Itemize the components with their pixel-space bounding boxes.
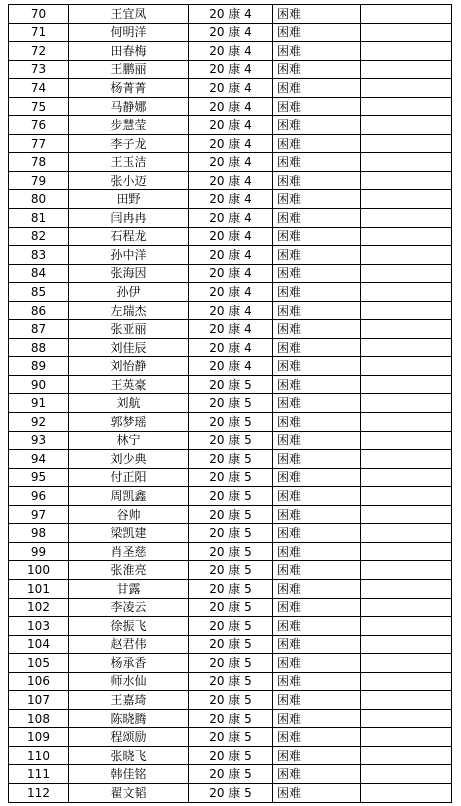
table-row — [9, 23, 452, 42]
row-number-cell: 88 — [9, 338, 69, 357]
status-cell: 困难 — [273, 23, 361, 42]
class-cell: 20 康 5 — [189, 375, 273, 394]
row-number-cell: 84 — [9, 264, 69, 283]
class-cell: 20 康 5 — [189, 783, 273, 802]
empty-cell — [361, 190, 452, 209]
row-number-cell: 71 — [9, 23, 69, 42]
student-name-cell: 梁凯建 — [69, 524, 189, 543]
class-cell: 20 康 5 — [189, 598, 273, 617]
student-name-cell: 徐振飞 — [69, 617, 189, 636]
empty-cell — [361, 635, 452, 654]
row-number-cell: 95 — [9, 468, 69, 487]
empty-cell — [361, 227, 452, 246]
empty-cell — [361, 171, 452, 190]
row-number-cell: 93 — [9, 431, 69, 450]
status-cell: 困难 — [273, 728, 361, 747]
student-name-cell: 王鹏丽 — [69, 60, 189, 79]
class-cell: 20 康 4 — [189, 301, 273, 320]
student-name-cell: 孙伊 — [69, 283, 189, 302]
empty-cell — [361, 505, 452, 524]
table-body — [9, 5, 452, 803]
row-number-cell: 85 — [9, 283, 69, 302]
class-cell: 20 康 5 — [189, 505, 273, 524]
table-row — [9, 264, 452, 283]
table-row — [9, 301, 452, 320]
class-cell: 20 康 4 — [189, 134, 273, 153]
row-number-cell: 81 — [9, 209, 69, 228]
table-row — [9, 709, 452, 728]
status-cell: 困难 — [273, 431, 361, 450]
empty-cell — [361, 301, 452, 320]
student-name-cell: 陈晓腾 — [69, 709, 189, 728]
row-number-cell: 100 — [9, 561, 69, 580]
status-cell: 困难 — [273, 394, 361, 413]
class-cell: 20 康 5 — [189, 487, 273, 506]
student-name-cell: 刘怡静 — [69, 357, 189, 376]
status-cell: 困难 — [273, 654, 361, 673]
row-number-cell: 73 — [9, 60, 69, 79]
table-row — [9, 320, 452, 339]
student-name-cell: 田野 — [69, 190, 189, 209]
student-name-cell: 刘航 — [69, 394, 189, 413]
status-cell: 困难 — [273, 283, 361, 302]
row-number-cell: 79 — [9, 171, 69, 190]
status-cell: 困难 — [273, 209, 361, 228]
status-cell: 困难 — [273, 301, 361, 320]
student-table — [8, 4, 452, 803]
row-number-cell: 98 — [9, 524, 69, 543]
status-cell: 困难 — [273, 171, 361, 190]
row-number-cell: 92 — [9, 413, 69, 432]
class-cell: 20 康 4 — [189, 42, 273, 61]
class-cell: 20 康 5 — [189, 672, 273, 691]
class-cell: 20 康 5 — [189, 765, 273, 784]
status-cell: 困难 — [273, 468, 361, 487]
empty-cell — [361, 320, 452, 339]
student-name-cell: 杨菁菁 — [69, 79, 189, 98]
table-row — [9, 579, 452, 598]
table-row — [9, 246, 452, 265]
table-row — [9, 524, 452, 543]
student-name-cell: 王英豪 — [69, 375, 189, 394]
status-cell: 困难 — [273, 190, 361, 209]
class-cell: 20 康 5 — [189, 635, 273, 654]
status-cell: 困难 — [273, 375, 361, 394]
class-cell: 20 康 4 — [189, 171, 273, 190]
student-name-cell: 何明洋 — [69, 23, 189, 42]
status-cell: 困难 — [273, 5, 361, 24]
row-number-cell: 105 — [9, 654, 69, 673]
class-cell: 20 康 4 — [189, 190, 273, 209]
row-number-cell: 94 — [9, 450, 69, 469]
student-name-cell: 张淮亮 — [69, 561, 189, 580]
student-name-cell: 步慧莹 — [69, 116, 189, 135]
table-row — [9, 116, 452, 135]
empty-cell — [361, 394, 452, 413]
class-cell: 20 康 5 — [189, 579, 273, 598]
empty-cell — [361, 617, 452, 636]
class-cell: 20 康 5 — [189, 561, 273, 580]
row-number-cell: 111 — [9, 765, 69, 784]
class-cell: 20 康 5 — [189, 709, 273, 728]
table-row — [9, 431, 452, 450]
row-number-cell: 72 — [9, 42, 69, 61]
student-name-cell: 周凯鑫 — [69, 487, 189, 506]
empty-cell — [361, 654, 452, 673]
row-number-cell: 102 — [9, 598, 69, 617]
student-name-cell: 闫冉冉 — [69, 209, 189, 228]
empty-cell — [361, 357, 452, 376]
table-row — [9, 617, 452, 636]
table-row — [9, 505, 452, 524]
row-number-cell: 109 — [9, 728, 69, 747]
class-cell: 20 康 4 — [189, 116, 273, 135]
student-name-cell: 甘露 — [69, 579, 189, 598]
empty-cell — [361, 264, 452, 283]
empty-cell — [361, 765, 452, 784]
student-name-cell: 杨承香 — [69, 654, 189, 673]
empty-cell — [361, 709, 452, 728]
student-name-cell: 张晓飞 — [69, 746, 189, 765]
row-number-cell: 91 — [9, 394, 69, 413]
student-name-cell: 左瑞杰 — [69, 301, 189, 320]
table-row — [9, 153, 452, 172]
status-cell: 困难 — [273, 97, 361, 116]
table-row — [9, 283, 452, 302]
empty-cell — [361, 134, 452, 153]
table-row — [9, 375, 452, 394]
status-cell: 困难 — [273, 672, 361, 691]
empty-cell — [361, 561, 452, 580]
class-cell: 20 康 5 — [189, 431, 273, 450]
table-row — [9, 227, 452, 246]
table-row — [9, 746, 452, 765]
table-row — [9, 357, 452, 376]
row-number-cell: 82 — [9, 227, 69, 246]
student-name-cell: 王宜凤 — [69, 5, 189, 24]
table-row — [9, 728, 452, 747]
table-row — [9, 783, 452, 802]
student-name-cell: 张小迈 — [69, 171, 189, 190]
table-row — [9, 765, 452, 784]
student-list-sheet — [8, 4, 451, 803]
class-cell: 20 康 5 — [189, 542, 273, 561]
row-number-cell: 107 — [9, 691, 69, 710]
student-name-cell: 李凌云 — [69, 598, 189, 617]
row-number-cell: 97 — [9, 505, 69, 524]
row-number-cell: 70 — [9, 5, 69, 24]
status-cell: 困难 — [273, 60, 361, 79]
empty-cell — [361, 487, 452, 506]
status-cell: 困难 — [273, 153, 361, 172]
status-cell: 困难 — [273, 338, 361, 357]
empty-cell — [361, 116, 452, 135]
status-cell: 困难 — [273, 524, 361, 543]
status-cell: 困难 — [273, 79, 361, 98]
empty-cell — [361, 23, 452, 42]
class-cell: 20 康 4 — [189, 23, 273, 42]
class-cell: 20 康 4 — [189, 97, 273, 116]
student-name-cell: 刘少典 — [69, 450, 189, 469]
table-row — [9, 338, 452, 357]
student-name-cell: 赵君伟 — [69, 635, 189, 654]
row-number-cell: 83 — [9, 246, 69, 265]
class-cell: 20 康 4 — [189, 5, 273, 24]
empty-cell — [361, 672, 452, 691]
empty-cell — [361, 524, 452, 543]
empty-cell — [361, 598, 452, 617]
class-cell: 20 康 4 — [189, 338, 273, 357]
status-cell: 困难 — [273, 134, 361, 153]
class-cell: 20 康 5 — [189, 450, 273, 469]
table-row — [9, 598, 452, 617]
row-number-cell: 87 — [9, 320, 69, 339]
table-row — [9, 171, 452, 190]
student-name-cell: 肖圣慈 — [69, 542, 189, 561]
status-cell: 困难 — [273, 264, 361, 283]
empty-cell — [361, 5, 452, 24]
row-number-cell: 101 — [9, 579, 69, 598]
status-cell: 困难 — [273, 691, 361, 710]
class-cell: 20 康 4 — [189, 357, 273, 376]
class-cell: 20 康 4 — [189, 246, 273, 265]
student-name-cell: 林宁 — [69, 431, 189, 450]
student-name-cell: 付正阳 — [69, 468, 189, 487]
student-name-cell: 石程龙 — [69, 227, 189, 246]
status-cell: 困难 — [273, 450, 361, 469]
status-cell: 困难 — [273, 635, 361, 654]
table-row — [9, 5, 452, 24]
class-cell: 20 康 5 — [189, 691, 273, 710]
class-cell: 20 康 5 — [189, 413, 273, 432]
student-name-cell: 郭梦瑶 — [69, 413, 189, 432]
table-row — [9, 635, 452, 654]
status-cell: 困难 — [273, 542, 361, 561]
student-name-cell: 王玉洁 — [69, 153, 189, 172]
class-cell: 20 康 5 — [189, 617, 273, 636]
table-row — [9, 209, 452, 228]
table-row — [9, 450, 452, 469]
student-name-cell: 孙中洋 — [69, 246, 189, 265]
empty-cell — [361, 746, 452, 765]
status-cell: 困难 — [273, 709, 361, 728]
empty-cell — [361, 283, 452, 302]
table-row — [9, 542, 452, 561]
empty-cell — [361, 42, 452, 61]
table-row — [9, 97, 452, 116]
row-number-cell: 99 — [9, 542, 69, 561]
empty-cell — [361, 153, 452, 172]
status-cell: 困难 — [273, 746, 361, 765]
student-name-cell: 谷帅 — [69, 505, 189, 524]
table-row — [9, 487, 452, 506]
row-number-cell: 90 — [9, 375, 69, 394]
empty-cell — [361, 375, 452, 394]
student-name-cell: 张亚丽 — [69, 320, 189, 339]
table-row — [9, 190, 452, 209]
empty-cell — [361, 97, 452, 116]
empty-cell — [361, 413, 452, 432]
empty-cell — [361, 246, 452, 265]
row-number-cell: 74 — [9, 79, 69, 98]
empty-cell — [361, 450, 452, 469]
row-number-cell: 89 — [9, 357, 69, 376]
status-cell: 困难 — [273, 487, 361, 506]
student-name-cell: 马静娜 — [69, 97, 189, 116]
table-row — [9, 60, 452, 79]
status-cell: 困难 — [273, 561, 361, 580]
row-number-cell: 106 — [9, 672, 69, 691]
empty-cell — [361, 783, 452, 802]
table-row — [9, 79, 452, 98]
class-cell: 20 康 4 — [189, 320, 273, 339]
row-number-cell: 76 — [9, 116, 69, 135]
student-name-cell: 翟文韬 — [69, 783, 189, 802]
empty-cell — [361, 468, 452, 487]
class-cell: 20 康 5 — [189, 746, 273, 765]
status-cell: 困难 — [273, 765, 361, 784]
row-number-cell: 108 — [9, 709, 69, 728]
status-cell: 困难 — [273, 598, 361, 617]
class-cell: 20 康 4 — [189, 79, 273, 98]
empty-cell — [361, 542, 452, 561]
table-row — [9, 672, 452, 691]
student-name-cell: 王嘉琦 — [69, 691, 189, 710]
student-name-cell: 刘佳辰 — [69, 338, 189, 357]
status-cell: 困难 — [273, 116, 361, 135]
empty-cell — [361, 209, 452, 228]
table-row — [9, 691, 452, 710]
row-number-cell: 104 — [9, 635, 69, 654]
table-row — [9, 468, 452, 487]
row-number-cell: 110 — [9, 746, 69, 765]
class-cell: 20 康 5 — [189, 468, 273, 487]
status-cell: 困难 — [273, 320, 361, 339]
status-cell: 困难 — [273, 579, 361, 598]
class-cell: 20 康 5 — [189, 394, 273, 413]
student-name-cell: 程颂励 — [69, 728, 189, 747]
student-name-cell: 师水仙 — [69, 672, 189, 691]
status-cell: 困难 — [273, 617, 361, 636]
class-cell: 20 康 5 — [189, 524, 273, 543]
status-cell: 困难 — [273, 42, 361, 61]
empty-cell — [361, 728, 452, 747]
class-cell: 20 康 4 — [189, 60, 273, 79]
empty-cell — [361, 431, 452, 450]
table-row — [9, 394, 452, 413]
row-number-cell: 77 — [9, 134, 69, 153]
empty-cell — [361, 79, 452, 98]
table-row — [9, 42, 452, 61]
student-name-cell: 韩佳铭 — [69, 765, 189, 784]
row-number-cell: 86 — [9, 301, 69, 320]
class-cell: 20 康 4 — [189, 264, 273, 283]
empty-cell — [361, 691, 452, 710]
class-cell: 20 康 5 — [189, 654, 273, 673]
table-row — [9, 654, 452, 673]
status-cell: 困难 — [273, 357, 361, 376]
row-number-cell: 103 — [9, 617, 69, 636]
status-cell: 困难 — [273, 505, 361, 524]
class-cell: 20 康 4 — [189, 283, 273, 302]
status-cell: 困难 — [273, 783, 361, 802]
status-cell: 困难 — [273, 413, 361, 432]
empty-cell — [361, 579, 452, 598]
class-cell: 20 康 5 — [189, 728, 273, 747]
row-number-cell: 75 — [9, 97, 69, 116]
row-number-cell: 80 — [9, 190, 69, 209]
status-cell: 困难 — [273, 246, 361, 265]
row-number-cell: 112 — [9, 783, 69, 802]
table-row — [9, 413, 452, 432]
empty-cell — [361, 338, 452, 357]
status-cell: 困难 — [273, 227, 361, 246]
row-number-cell: 96 — [9, 487, 69, 506]
table-row — [9, 134, 452, 153]
student-name-cell: 张海因 — [69, 264, 189, 283]
class-cell: 20 康 4 — [189, 153, 273, 172]
empty-cell — [361, 60, 452, 79]
table-row — [9, 561, 452, 580]
student-name-cell: 李子龙 — [69, 134, 189, 153]
class-cell: 20 康 4 — [189, 209, 273, 228]
class-cell: 20 康 4 — [189, 227, 273, 246]
row-number-cell: 78 — [9, 153, 69, 172]
student-name-cell: 田春梅 — [69, 42, 189, 61]
